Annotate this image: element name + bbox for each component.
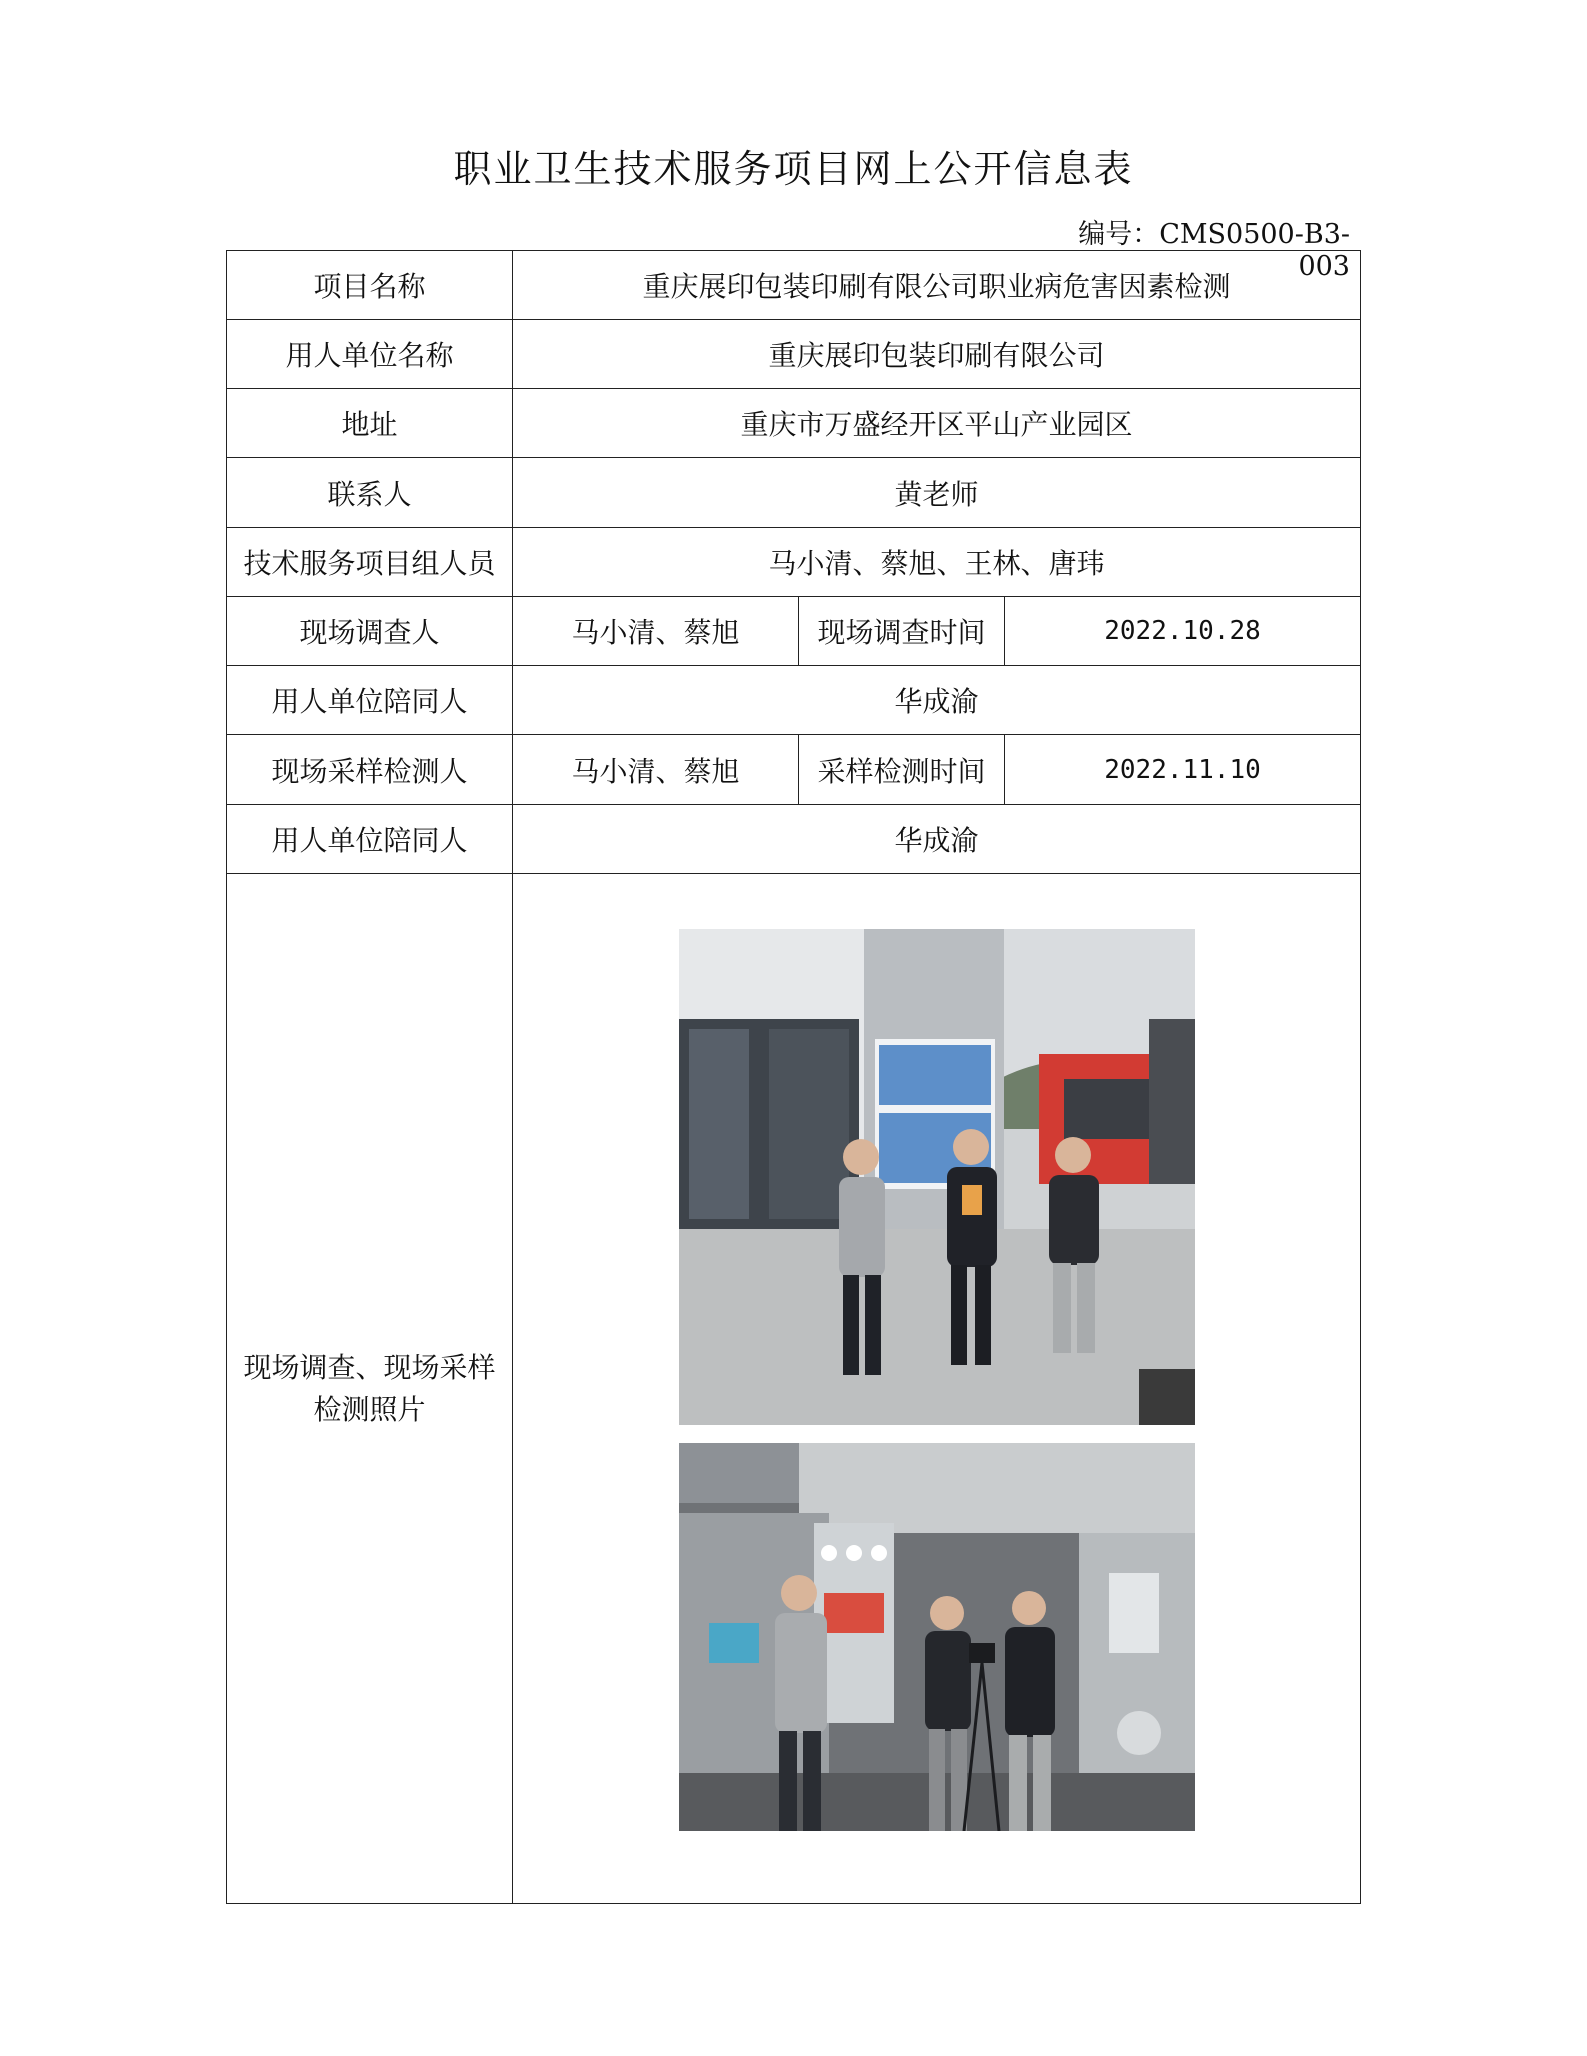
document-code: 编号：CMS0500-B3-003 — [1078, 219, 1350, 282]
sampling-photo — [679, 1443, 1195, 1831]
value-escort-1: 华成渝 — [513, 666, 1361, 735]
label-address: 地址 — [227, 389, 513, 458]
photos-cell — [513, 874, 1361, 1904]
row-employer-name — [227, 320, 1361, 389]
row-escort-2 — [227, 805, 1361, 874]
label-contact: 联系人 — [227, 458, 513, 528]
value-sampling-date: 2022.11.10 — [1005, 735, 1361, 805]
label-employer-name: 用人单位名称 — [227, 320, 513, 389]
value-employer-name: 重庆展印包装印刷有限公司 — [513, 320, 1361, 389]
label-photos-line2: 检测照片 — [313, 1392, 426, 1426]
label-sampler: 现场采样检测人 — [227, 735, 513, 805]
value-site-surveyor: 马小清、蔡旭 — [513, 597, 799, 666]
label-team-members: 技术服务项目组人员 — [227, 528, 513, 597]
value-team-members: 马小清、蔡旭、王林、唐玮 — [513, 528, 1361, 597]
site-survey-photo — [679, 929, 1195, 1425]
label-sampling-date: 采样检测时间 — [799, 735, 1005, 805]
row-project-name — [227, 251, 1361, 320]
value-escort-2: 华成渝 — [513, 805, 1361, 874]
row-contact — [227, 458, 1361, 528]
label-site-surveyor: 现场调查人 — [227, 597, 513, 666]
row-site-survey — [227, 597, 1361, 666]
document-title: 职业卫生技术服务项目网上公开信息表 — [453, 147, 1134, 191]
value-project-name: 重庆展印包装印刷有限公司职业病危害因素检测 — [513, 251, 1361, 320]
row-sampling — [227, 735, 1361, 805]
label-survey-date: 现场调查时间 — [799, 597, 1005, 666]
value-sampler: 马小清、蔡旭 — [513, 735, 799, 805]
row-photos — [227, 874, 1361, 1904]
label-photos — [227, 874, 513, 1904]
label-escort-1: 用人单位陪同人 — [227, 666, 513, 735]
label-escort-2: 用人单位陪同人 — [227, 805, 513, 874]
row-team-members — [227, 528, 1361, 597]
value-survey-date: 2022.10.28 — [1005, 597, 1361, 666]
value-address: 重庆市万盛经开区平山产业园区 — [513, 389, 1361, 458]
label-project-name: 项目名称 — [227, 251, 513, 320]
row-address — [227, 389, 1361, 458]
label-photos-line1: 现场调查、现场采样 — [243, 1350, 496, 1384]
value-contact: 黄老师 — [513, 458, 1361, 528]
info-table — [226, 250, 1361, 1904]
row-escort-1 — [227, 666, 1361, 735]
